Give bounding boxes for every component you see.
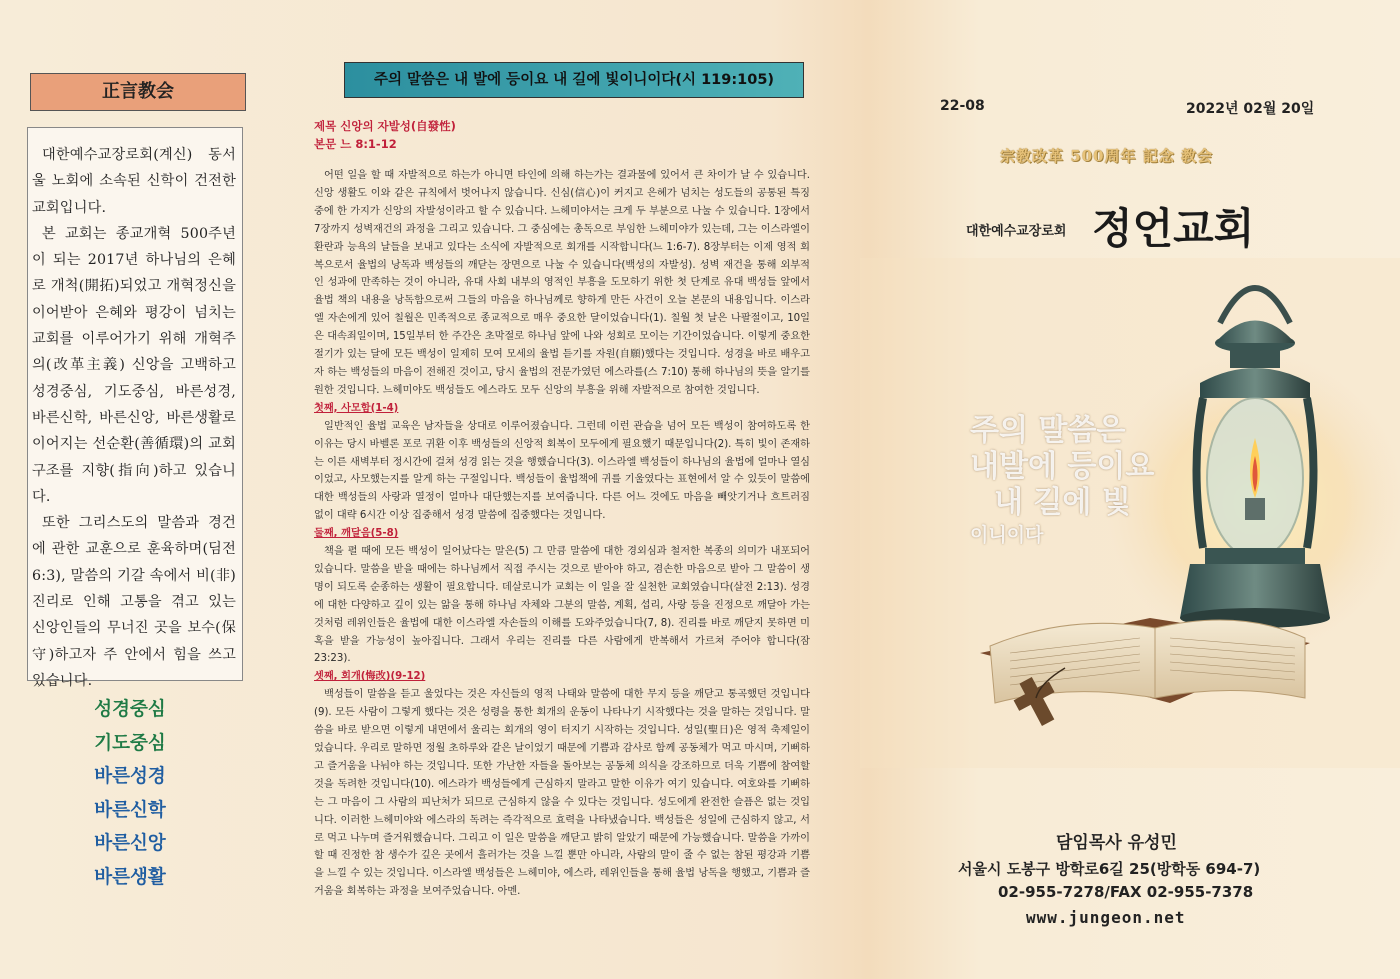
church-name-title: 정언교회	[1092, 204, 1255, 253]
intro-paragraph: 대한예수교장로회(계신) 동서울 노회에 소속된 신학이 건전한 교회입니다.	[32, 147, 236, 216]
pastor-name: 담임목사 유성민	[1056, 833, 1177, 853]
cover-panel	[860, 0, 1400, 979]
keyword-prayer-centered: 기도중심	[94, 732, 166, 754]
sermon-subheading: 둘째, 깨달음(5-8)	[314, 528, 399, 540]
keyword-bible-centered: 성경중심	[94, 699, 166, 720]
art-text-line: 주의 말씀은	[970, 413, 1126, 448]
verse-artwork-text	[970, 413, 1154, 553]
art-text-line: 내발에 등이요	[970, 449, 1155, 484]
sermon-paragraph: 책을 펼 때에 모든 백성이 일어났다는 말은(5) 그 만큼 말씀에 대한 경외심과 철저한 복종의 의미가 내포되어 있습니다. 말씀을 받을 때에는 하나님께서 직접 주시는 것으로 받아야 하고, 겸손한 마음으로 받아 그 말씀이 생명이 되도록 순종하는 생활이 필요합니다. 데살로니가 교회는 이 일을 잘 실천한 교회였습니다(살전 2:13). 성경에 대한 다양하고 깊이 있는 앎을 통해 하나님 자체와 그분의 말씀, 계획, 섭리, 사랑 등을 진정으로 깨달아 가는 것처럼 레위인들은 율법에 대한 이스라엘 자손들의 이해를 도와주었습니다(7, 8). 진리를 바로 깨닫지 못하면 미혹을 받을 가능성이 높아집니다. 그래서 우리는 진리를 다른 사람에게 반복해서 가르쳐 주어야 합니다(잠 23:23).	[314, 546, 811, 665]
intro-paragraph: 본 교회는 종교개혁 500주년이 되는 2017년 하나님의 은혜로 개척(開拓)되었고 개혁정신을 이어받아 은혜와 평강이 넘치는 교회를 이루어가기 위해 개혁주의(改革主義) 신앙을 고백하고 성경중심, 기도중심, 바른성경, 바른신학, 바른신앙, 바른생활로 이어지는 선순환(善循環)의 교회 구조를 지향(指向)하고 있습니다.	[32, 225, 236, 505]
keyword-right-faith: 바른신앙	[94, 833, 166, 854]
bulletin-date: 2022년 02월 20일	[1186, 101, 1315, 117]
keyword-right-bible: 바른성경	[94, 766, 166, 787]
denomination: 대한예수교장로회	[966, 224, 1067, 239]
church-website[interactable]: www.jungeon.net	[1026, 908, 1186, 927]
intro-paragraph: 또한 그리스도의 말씀과 경건에 관한 교훈으로 훈육하며(딤전 6:3), 말씀의 기갈 속에서 비(非) 진리로 인해 고통을 겪고 있는 신앙인들의 무너진 곳을 보수(保守)하고자 주 안에서 힘을 쓰고 있습니다.	[32, 515, 236, 689]
church-intro-panel	[0, 0, 270, 979]
sermon-body	[314, 167, 810, 901]
sermon-title: 제목 신앙의 자발성(自發性)	[314, 119, 456, 133]
verse-banner: 주의 말씀은 내 발에 등이요 내 길에 빛이니이다(시 119:105)	[344, 62, 804, 98]
art-text-line: 이니이다	[970, 524, 1044, 546]
keyword-right-theology: 바른신학	[94, 799, 166, 821]
sermon-subheading: 첫째, 사모함(1-4)	[314, 402, 399, 414]
sermon-paragraph: 일반적인 율법 교육은 남자들을 상대로 이루어졌습니다. 그런데 이런 관습을 넘어 모든 백성이 참여하도록 한 이유는 당시 바벨론 포로 귀환 이후 백성들의 신앙적 회복이 모두에게 필요했기 때문입니다(2). 특히 빛이 존재하는 이른 새벽부터 정시간에 걸쳐 성경 읽는 것을 행했습니다(3). 이스라엘 백성들이 하나님의 율법에 얼마나 열심이었고, 사모했는지를 알게 하는 구절입니다. 백성들이 율법책에 귀를 기울였다는 표현에서 알 수 있듯이 말씀에 대한 백성들의 사랑과 열정이 얼마나 대단했는지를 보여줍니다. 다른 어느 것에도 마음을 빼앗기거나 흐트러짐 없이 대략 6시간 이상 집중해서 성경 말씀에 집중했다는 것입니다.	[314, 420, 811, 522]
church-keywords	[30, 693, 230, 894]
church-address: 서울시 도봉구 방학로6길 25(방학동 694-7)	[958, 860, 1261, 878]
art-text-line: 내 길에 빛	[994, 485, 1131, 520]
reformation-anniversary: 宗教改革 500周年 記念 教会	[1000, 147, 1213, 165]
issue-number: 22-08	[940, 98, 985, 114]
sermon-paragraph: 어떤 일을 할 때 자발적으로 하는가 아니면 타인에 의해 하는가는 결과물에 있어서 큰 차이가 날 수 있습니다. 신앙 생활도 이와 같은 규칙에서 벗어나지 않습니다. 신심(信心)이 커지고 은혜가 넘치는 성도들의 공통된 특징 중에 한 가지가 신앙의 자발성이라고 할 수 있습니다. 느헤미야서는 크게 두 부분으로 나눌 수 있습니다. 1장에서 7장까지 성벽재건의 과정을 그리고 있습니다. 그 중심에는 총독으로 부임한 느헤미야가 있는데, 그는 이스라엘이 환란과 능욕의 날들을 보내고 있다는 소식에 자발적으로 회개를 시작합니다(느 1:6-7). 8장부터는 이제 영적 회복으로서 율법의 낭독과 백성들의 깨닫는 장면으로 나눌 수 있습니다(백성의 자발성). 성벽 재건을 통해 외부적인 성과에 만족하는 것이 아니라, 유대 사회 내부의 영적인 부흥을 도모하기 위한 첫 단계로 유대 백성들 앞에서 율법 책의 내용을 낭독함으로써 그들의 마음을 하나님께로 향하게 만든 사건이 오늘 본문의 내용입니다. 이스라엘 자손에게 있어 칠월은 민족적으로 종교적으로 매우 중요한 달이었습니다(1). 칠월 첫 날은 나팔절이고, 10일은 대속죄일이며, 15일부터 한 주간은 초막절로 하나님 앞에 나와 성회로 모이는 기간이었습니다. 이렇게 중요한 절기가 있는 달에 모든 백성이 일제히 모여 모세의 율법 듣기를 자원(自願)했다는 것입니다. 성경을 바로 배우고자 하는 백성들의 마음이 전해진 것이고, 당시 율법의 전문가였던 에스라를(스 7:10) 통해 하나님의 뜻을 알기를 원한 것입니다. 느헤미야도 백성들도 에스라도 모두 신앙의 부흥을 위해 자발적으로 참여한 것입니다.	[314, 170, 810, 396]
sermon-paragraph: 백성들이 말씀을 듣고 울었다는 것은 자신들의 영적 나태와 말씀에 대한 무지 등을 깨닫고 통곡했던 것입니다(9). 모든 사람이 그렇게 했다는 것은 성령을 통한 회개의 운동이 나타나기 시작했다는 것을 말하는 것입니다. 말씀을 바로 받으면 이렇게 내면에서 울리는 회개의 영이 터지기 시작하는 것입니다. 성일(聖日)은 영적 축제일이었습니다. 우리로 말하면 정월 초하루와 같은 날이었기 때문에 기쁨과 감사로 함께 공동체가 먹고 마시며, 기뻐하고 즐거움을 나눠야 하는 것입니다. 또한 가난한 자들을 돌아보는 공동체 의식을 강조하므로 더욱 기쁨에 참여할 것을 독려한 것입니다(10). 에스라가 백성들에게 근심하지 말라고 말한 이유가 여기 있습니다. 여호와를 기뻐하는 그 마음이 그 사람의 피난처가 되므로 근심하지 않을 수 있다는 것입니다. 성도에게 완전한 슬픔은 없는 것입니다. 이러한 느헤미야와 에스라의 독려는 즉각적으로 효력을 나타냈습니다. 백성들은 성일에 근심하지 않고, 서로 먹고 나누며 즐거워했습니다. 그리고 이 일은 말씀을 깨닫고 밝히 알았기 때문에 가능했습니다. 말씀을 가까이 할 때 진정한 참 생수가 깊은 곳에서 흘러가는 것을 느낄 뿐만 아니라, 사람의 말이 줄 수 없는 참된 평강과 기쁨을 느낄 수 있는 것입니다. 이스라엘 백성들은 느헤미야, 에스라, 레위인들을 통해 율법 낭독을 행했고, 기쁨과 즐거움을 회복하는 과정을 보여주었습니다. 아멘.	[314, 689, 810, 898]
church-intro-box	[27, 127, 243, 689]
sermon-text-ref: 본문 느 8:1-12	[314, 137, 397, 151]
church-phone: 02-955-7278/FAX 02-955-7378	[998, 883, 1254, 901]
sermon-panel	[300, 55, 818, 975]
lantern-bible-illustration	[860, 258, 1400, 768]
church-name-badge: 正言教会	[30, 73, 246, 111]
sermon-subheading: 셋째, 회개(悔改)(9-12)	[314, 671, 426, 683]
keyword-right-life: 바른생활	[94, 866, 166, 888]
sermon-header	[314, 117, 456, 153]
